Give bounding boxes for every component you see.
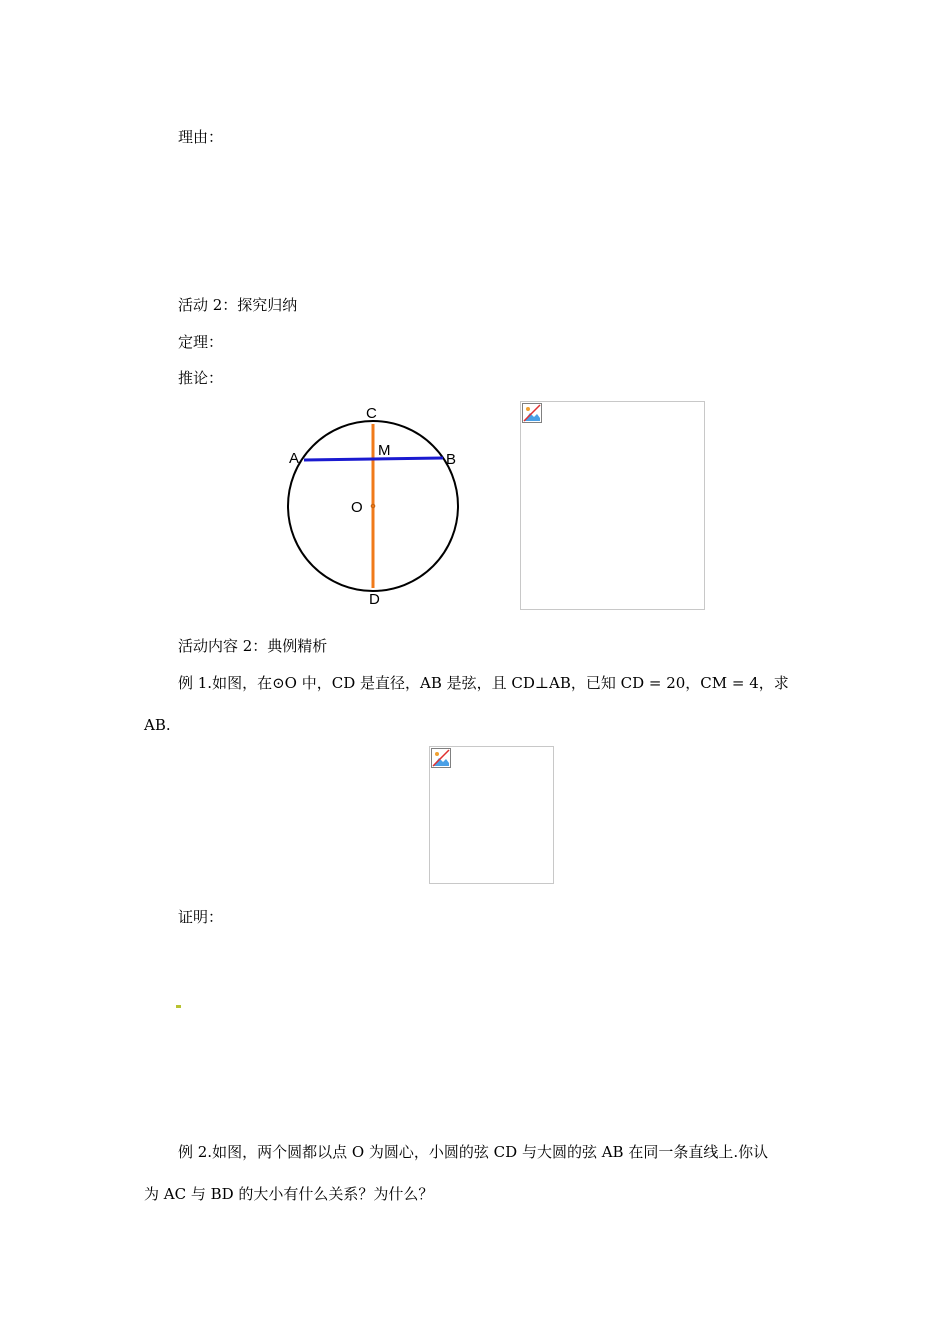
- proof-label: 证明：: [178, 908, 224, 926]
- corollary-label: 推论：: [178, 369, 224, 387]
- small-marker: [176, 1005, 181, 1008]
- label-o: O: [351, 499, 363, 516]
- example2-line1: 例 2.如图，两个圆都以点 O 为圆心，小圆的弦 CD 与大圆的弦 AB 在同一条直线上.你认: [178, 1143, 769, 1161]
- example2-line2: 为 AC 与 BD 的大小有什么关系？为什么？: [144, 1185, 434, 1203]
- activity2-heading: 活动 2：探究归纳: [178, 296, 298, 314]
- reason-label: 理由：: [178, 128, 224, 146]
- theorem-label: 定理：: [178, 333, 224, 351]
- broken-image-icon: [431, 748, 451, 768]
- activity-content2-heading: 活动内容 2：典例精析: [178, 637, 328, 655]
- chord-ab: [304, 458, 443, 460]
- image-placeholder: [520, 401, 705, 610]
- label-b: B: [446, 451, 457, 468]
- label-a: A: [289, 450, 300, 467]
- example1-line1: 例 1.如图，在⊙O 中，CD 是直径，AB 是弦，且 CD⊥AB，已知 CD = 20，CM = 4，求: [178, 674, 789, 692]
- image-placeholder: [429, 746, 554, 884]
- example1-line2: AB.: [144, 716, 171, 734]
- broken-image-icon: [522, 403, 542, 423]
- label-m: M: [378, 442, 391, 459]
- label-d: D: [369, 591, 380, 608]
- circle-figure: [280, 400, 480, 610]
- label-c: C: [366, 405, 377, 422]
